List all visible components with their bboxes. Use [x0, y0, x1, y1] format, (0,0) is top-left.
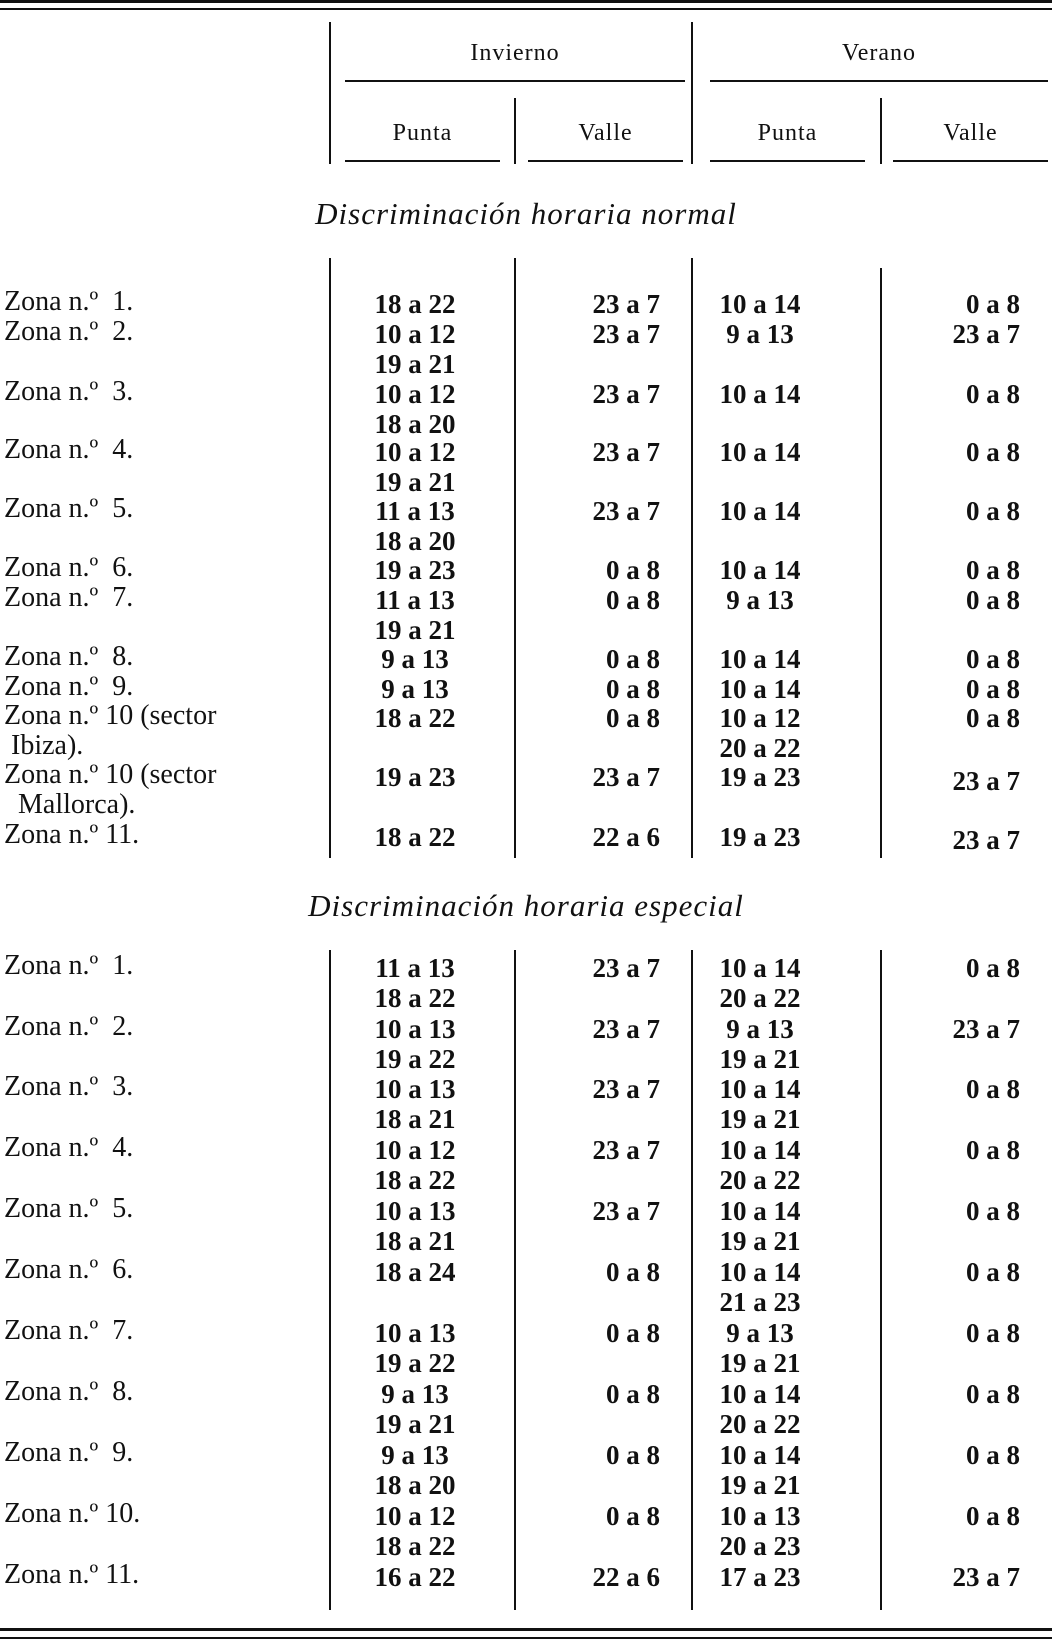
- top-rule-thin: [0, 8, 1052, 10]
- header-invierno-punta: Punta: [392, 120, 453, 146]
- verano-punta-value: 10 a 14: [719, 555, 801, 585]
- header-divider: [691, 22, 693, 164]
- invierno-valle-value: 0 a 8: [606, 1257, 660, 1287]
- header-underline: [710, 160, 865, 162]
- zone-label: Zona n.º 5.: [4, 1193, 134, 1224]
- header-underline: [345, 160, 500, 162]
- invierno-punta-value: 9 a 13 18 a 20: [374, 1440, 456, 1500]
- verano-valle-value: 0 a 8: [966, 1379, 1020, 1409]
- verano-valle-value: 23 a 7: [952, 825, 1020, 855]
- invierno-valle-value: 23 a 7: [592, 1196, 660, 1226]
- invierno-punta-value: 18 a 22: [374, 703, 456, 733]
- zone-label: Zona n.º 1.: [4, 286, 134, 317]
- verano-valle-value: 0 a 8: [966, 496, 1020, 526]
- zone-label: Zona n.º 9.: [4, 1437, 134, 1468]
- bottom-rule-thin: [0, 1637, 1052, 1639]
- invierno-punta-value: 18 a 22: [374, 289, 456, 319]
- verano-valle-value: 0 a 8: [966, 585, 1020, 615]
- verano-punta-value: 10 a 13 20 a 23: [719, 1501, 801, 1561]
- invierno-punta-value: 9 a 13 19 a 21: [374, 1379, 456, 1439]
- verano-punta-value: 10 a 12 20 a 22: [719, 703, 801, 763]
- invierno-valle-value: 0 a 8: [606, 555, 660, 585]
- verano-valle-value: 0 a 8: [966, 1501, 1020, 1531]
- invierno-punta-value: 19 a 23: [374, 555, 456, 585]
- header-underline: [345, 80, 685, 82]
- invierno-valle-value: 0 a 8: [606, 703, 660, 733]
- verano-valle-value: 0 a 8: [966, 1074, 1020, 1104]
- header-divider: [329, 22, 331, 164]
- invierno-punta-value: 18 a 22: [374, 822, 456, 852]
- zone-label: Zona n.º 2.: [4, 316, 134, 347]
- invierno-valle-value: 23 a 7: [592, 319, 660, 349]
- verano-valle-value: 0 a 8: [966, 644, 1020, 674]
- zone-label: Zona n.º 3.: [4, 1071, 134, 1102]
- verano-punta-value: 10 a 14 20 a 22: [719, 953, 801, 1013]
- header-verano-valle: Valle: [943, 120, 998, 146]
- invierno-valle-value: 23 a 7: [592, 289, 660, 319]
- verano-punta-value: 10 a 14 19 a 21: [719, 1440, 801, 1500]
- verano-valle-value: 23 a 7: [952, 319, 1020, 349]
- invierno-valle-value: 23 a 7: [592, 1074, 660, 1104]
- zone-label: Zona n.º 11.: [4, 1559, 140, 1590]
- invierno-punta-value: 11 a 13 18 a 20: [374, 496, 456, 556]
- header-underline: [528, 160, 683, 162]
- verano-punta-value: 10 a 14 20 a 22: [719, 1135, 801, 1195]
- zone-label: Zona n.º 7.: [4, 1315, 134, 1346]
- zone-label: Zona n.º 8.: [4, 1376, 134, 1407]
- zone-label: Zona n.º 10 (sector Mallorca).: [4, 759, 217, 820]
- invierno-punta-value: 10 a 13 18 a 21: [374, 1074, 456, 1134]
- invierno-punta-value: 19 a 23: [374, 762, 456, 792]
- invierno-punta-value: 10 a 12 18 a 20: [374, 379, 456, 439]
- section-title-especial: Discriminación horaria especial: [308, 888, 744, 923]
- invierno-punta-value: 10 a 13 18 a 21: [374, 1196, 456, 1256]
- header-divider: [514, 98, 516, 164]
- verano-punta-value: 17 a 23: [719, 1562, 801, 1592]
- zone-label: Zona n.º 6.: [4, 552, 134, 583]
- verano-punta-value: 10 a 14: [719, 289, 801, 319]
- invierno-valle-value: 23 a 7: [592, 1135, 660, 1165]
- top-rule: [0, 0, 1052, 3]
- invierno-valle-value: 22 a 6: [592, 1562, 660, 1592]
- invierno-valle-value: 23 a 7: [592, 1014, 660, 1044]
- verano-punta-value: 10 a 14 19 a 21: [719, 1074, 801, 1134]
- invierno-valle-value: 0 a 8: [606, 644, 660, 674]
- verano-valle-value: 0 a 8: [966, 1318, 1020, 1348]
- verano-valle-value: 23 a 7: [952, 766, 1020, 796]
- zone-label: Zona n.º 9.: [4, 671, 134, 702]
- invierno-punta-value: 9 a 13: [381, 674, 449, 704]
- verano-valle-value: 0 a 8: [966, 289, 1020, 319]
- zone-label: Zona n.º 10 (sector Ibiza).: [4, 700, 217, 761]
- invierno-punta-value: 10 a 12 19 a 21: [374, 319, 456, 379]
- column-divider: [514, 950, 516, 1610]
- invierno-punta-value: 10 a 12 19 a 21: [374, 437, 456, 497]
- verano-valle-value: 0 a 8: [966, 703, 1020, 733]
- header-invierno: Invierno: [470, 40, 560, 66]
- zone-label: Zona n.º 8.: [4, 641, 134, 672]
- invierno-punta-value: 10 a 12 18 a 22: [374, 1135, 456, 1195]
- invierno-valle-value: 23 a 7: [592, 379, 660, 409]
- header-invierno-valle: Valle: [578, 120, 633, 146]
- verano-valle-value: 0 a 8: [966, 1135, 1020, 1165]
- column-divider: [329, 258, 331, 858]
- invierno-valle-value: 23 a 7: [592, 437, 660, 467]
- invierno-punta-value: 11 a 13 19 a 21: [374, 585, 456, 645]
- verano-valle-value: 23 a 7: [952, 1014, 1020, 1044]
- header-verano: Verano: [842, 40, 916, 66]
- header-underline: [893, 160, 1048, 162]
- header-underline: [710, 80, 1048, 82]
- invierno-valle-value: 0 a 8: [606, 1440, 660, 1470]
- invierno-valle-value: 23 a 7: [592, 496, 660, 526]
- header-verano-punta: Punta: [757, 120, 818, 146]
- verano-valle-value: 23 a 7: [952, 1562, 1020, 1592]
- verano-valle-value: 0 a 8: [966, 953, 1020, 983]
- invierno-valle-value: 0 a 8: [606, 674, 660, 704]
- column-divider: [514, 258, 516, 858]
- verano-valle-value: 0 a 8: [966, 379, 1020, 409]
- verano-punta-value: 10 a 14 20 a 22: [719, 1379, 801, 1439]
- zone-label: Zona n.º 10.: [4, 1498, 141, 1529]
- verano-punta-value: 10 a 14: [719, 644, 801, 674]
- invierno-valle-value: 23 a 7: [592, 762, 660, 792]
- invierno-punta-value: 9 a 13: [381, 644, 449, 674]
- verano-punta-value: 10 a 14 19 a 21: [719, 1196, 801, 1256]
- verano-punta-value: 9 a 13: [726, 319, 794, 349]
- verano-valle-value: 0 a 8: [966, 555, 1020, 585]
- verano-valle-value: 0 a 8: [966, 1440, 1020, 1470]
- zone-label: Zona n.º 5.: [4, 493, 134, 524]
- invierno-valle-value: 0 a 8: [606, 585, 660, 615]
- column-divider: [329, 950, 331, 1610]
- verano-valle-value: 0 a 8: [966, 1257, 1020, 1287]
- invierno-valle-value: 0 a 8: [606, 1501, 660, 1531]
- verano-punta-value: 19 a 23: [719, 822, 801, 852]
- invierno-punta-value: 10 a 13 19 a 22: [374, 1014, 456, 1074]
- zone-label: Zona n.º 1.: [4, 950, 134, 981]
- verano-punta-value: 9 a 13: [726, 585, 794, 615]
- verano-punta-value: 9 a 13 19 a 21: [719, 1318, 801, 1378]
- invierno-punta-value: 18 a 24: [374, 1257, 456, 1287]
- bottom-rule: [0, 1628, 1052, 1631]
- verano-punta-value: 19 a 23: [719, 762, 801, 792]
- verano-valle-value: 0 a 8: [966, 437, 1020, 467]
- zone-label: Zona n.º 4.: [4, 1132, 134, 1163]
- zone-label: Zona n.º 3.: [4, 376, 134, 407]
- invierno-valle-value: 23 a 7: [592, 953, 660, 983]
- header-divider: [880, 98, 882, 164]
- zone-label: Zona n.º 11.: [4, 819, 140, 850]
- verano-valle-value: 0 a 8: [966, 1196, 1020, 1226]
- invierno-punta-value: 16 a 22: [374, 1562, 456, 1592]
- zone-label: Zona n.º 6.: [4, 1254, 134, 1285]
- invierno-punta-value: 10 a 12 18 a 22: [374, 1501, 456, 1561]
- verano-punta-value: 10 a 14: [719, 674, 801, 704]
- section-title-normal: Discriminación horaria normal: [315, 196, 737, 231]
- verano-punta-value: 9 a 13 19 a 21: [719, 1014, 801, 1074]
- invierno-valle-value: 22 a 6: [592, 822, 660, 852]
- invierno-valle-value: 0 a 8: [606, 1318, 660, 1348]
- zone-label: Zona n.º 4.: [4, 434, 134, 465]
- zone-label: Zona n.º 7.: [4, 582, 134, 613]
- verano-punta-value: 10 a 14: [719, 437, 801, 467]
- invierno-punta-value: 10 a 13 19 a 22: [374, 1318, 456, 1378]
- zone-label: Zona n.º 2.: [4, 1011, 134, 1042]
- verano-punta-value: 10 a 14: [719, 496, 801, 526]
- verano-valle-value: 0 a 8: [966, 674, 1020, 704]
- verano-punta-value: 10 a 14: [719, 379, 801, 409]
- invierno-valle-value: 0 a 8: [606, 1379, 660, 1409]
- invierno-punta-value: 11 a 13 18 a 22: [374, 953, 456, 1013]
- verano-punta-value: 10 a 14 21 a 23: [719, 1257, 801, 1317]
